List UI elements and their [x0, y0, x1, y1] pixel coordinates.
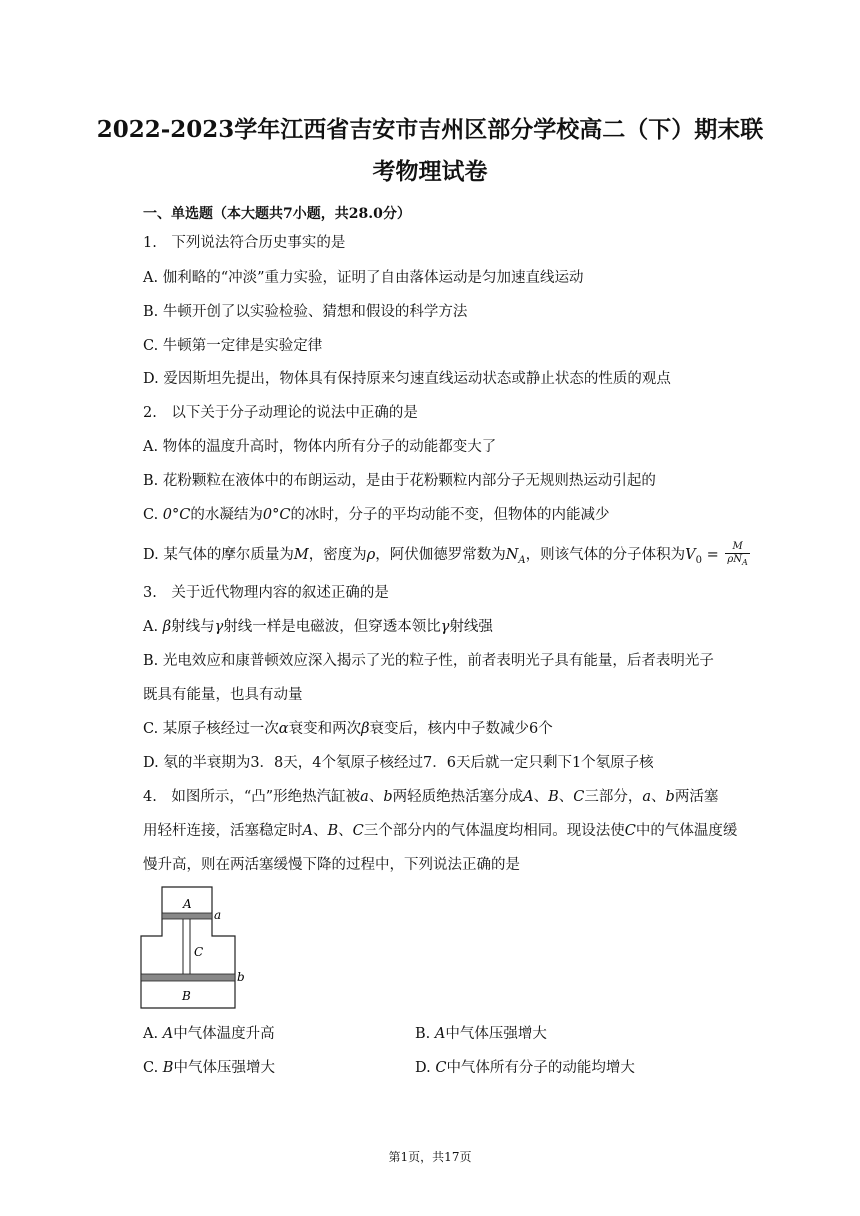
q3-stem: 3. 关于近代物理内容的叙述正确的是 [143, 585, 389, 601]
q1-option-d: D. 爱因斯坦先提出，物体具有保持原来匀速直线运动状态或静止状态的性质的观点 [143, 371, 671, 387]
label-A: A [183, 897, 192, 911]
q1-option-c: C. 牛顿第一定律是实验定律 [143, 338, 323, 354]
q3-option-b-line1: B. 光电效应和康普顿效应深入揭示了光的粒子性，前者表明光子具有能量，后者表明光子 [143, 653, 714, 669]
q1-option-a: A. 伽利略的“冲淡”重力实验，证明了自由落体运动是匀加速直线运动 [143, 270, 584, 286]
q1-option-b: B. 牛顿开创了以实验检验、猜想和假设的科学方法 [143, 304, 468, 320]
q3-option-d: D. 氡的半衰期为3．8天，4个氡原子核经过7．6天后就一定只剩下1个氡原子核 [143, 755, 654, 771]
label-a: a [214, 908, 222, 922]
exam-title-line2: 考物理试卷 [372, 158, 488, 185]
q2-option-c: C. 0°C的水凝结为0°C的冰时，分子的平均动能不变，但物体的内能减少 [143, 507, 610, 523]
q2-option-d: D. 某气体的摩尔质量为M，密度为ρ，阿伏伽德罗常数为$N_A$，则该气体的分子体积为$V_0$ = $\frac{M}{\rho N_A}$ [143, 541, 748, 567]
q1-stem: 1. 下列说法符合历史事实的是 [143, 235, 346, 251]
q4-option-c: C. B中气体压强增大 [143, 1060, 275, 1076]
label-b: b [237, 970, 245, 984]
label-B: B [182, 989, 191, 1003]
exam-title-line1: 2022-2023学年江西省吉安市吉州区部分学校高二（下）期末联 [96, 116, 764, 143]
cylinder-diagram [140, 886, 250, 1014]
section-heading: 一、单选题（本大题共7小题，共28.0分） [143, 206, 411, 222]
molecular-volume-fraction: $\frac{M}{\rho N_A}$ [727, 541, 748, 567]
q4-option-d: D. C中气体所有分子的动能均增大 [415, 1060, 635, 1076]
q4-stem-line1: 4. 如图所示，“凸”形绝热汽缸被a、b两轻质绝热活塞分成A、B、C三部分，a、b两活塞 [143, 789, 719, 805]
q4-stem-line3: 慢升高，则在两活塞缓慢下降的过程中，下列说法正确的是 [143, 857, 520, 873]
q3-option-b-line2: 既具有能量，也具有动量 [143, 687, 303, 703]
label-C: C [194, 945, 204, 959]
q4-option-a: A. A中气体温度升高 [143, 1026, 275, 1042]
q2-option-a: A. 物体的温度升高时，物体内所有分子的动能都变大了 [143, 439, 497, 455]
q3-option-c: C. 某原子核经过一次α衰变和两次β衰变后，核内中子数减少6个 [143, 721, 553, 737]
q2-stem: 2. 以下关于分子动理论的说法中正确的是 [143, 405, 418, 421]
q4-stem-line2: 用轻杆连接，活塞稳定时A、B、C三个部分内的气体温度均相同。现设法使C中的气体温度缓 [143, 823, 738, 839]
q4-option-b: B. A中气体压强增大 [415, 1026, 547, 1042]
piston-a [162, 913, 212, 919]
q2-option-b: B. 花粉颗粒在液体中的布朗运动，是由于花粉颗粒内部分子无规则热运动引起的 [143, 473, 656, 489]
q3-option-a: A. β射线与γ射线一样是电磁波，但穿透本领比γ射线强 [143, 619, 493, 635]
piston-b [141, 974, 235, 981]
page-footer: 第1页，共17页 [388, 1150, 472, 1164]
